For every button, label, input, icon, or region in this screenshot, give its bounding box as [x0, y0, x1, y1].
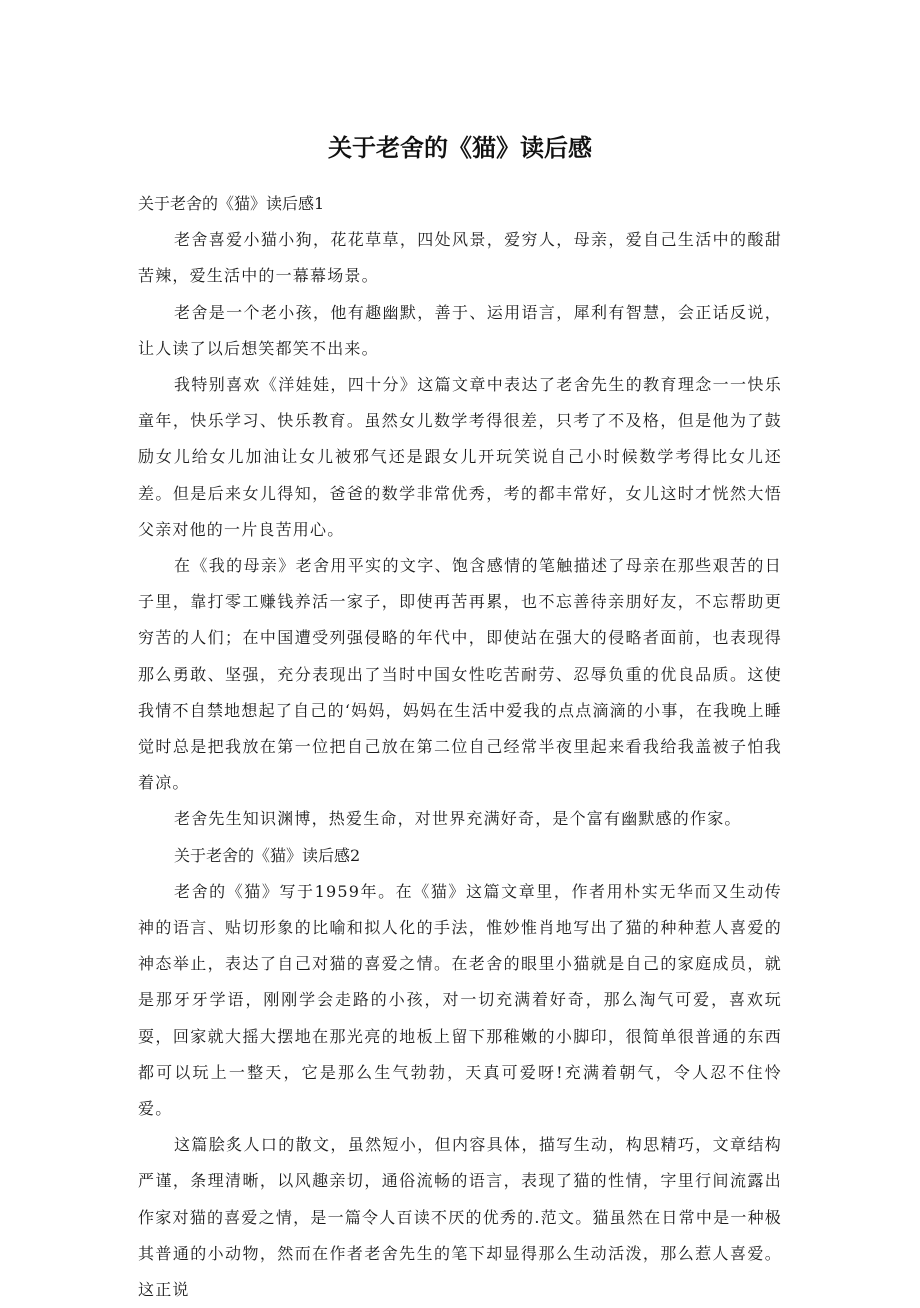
paragraph: 老舍喜爱小猫小狗，花花草草，四处风景，爱穷人，母亲，爱自己生活中的酸甜苦辣，爱生活中的一幕幕场景。: [138, 230, 782, 286]
paragraph: 我特别喜欢《洋娃娃，四十分》这篇文章中表达了老舍先生的教育理念一一快乐童年，快乐学习、快乐教育。虽然女儿数学考得很差，只考了不及格，但是他为了鼓励女儿给女儿加油让女儿被邪气还是跟女儿开玩笑说自己小时候数学考得比女儿还差。但是后来女儿得知，爸爸的数学非常优秀，考的都丰常好，女儿这时才恍然大悟父亲对他的一片良苦用心。: [138, 375, 782, 539]
paragraph: 这篇脍炙人口的散文，虽然短小，但内容具体，描写生动，构思精巧，文章结构严谨，条理清晰，以风趣亲切，通俗流畅的语言，表现了猫的性情，字里行间流露出作家对猫的喜爱之情，是一篇令人百读不厌的优秀的.范文。猫虽然在日常中是一种极其普通的小动物，然而在作者老舍先生的笔下却显得那么生动活泼，那么惹人喜爱。这正说: [138, 1135, 782, 1300]
paragraph: 老舍的《猫》写于1959年。在《猫》这篇文章里，作者用朴实无华而又生动传神的语言、贴切形象的比喻和拟人化的手法，惟妙惟肖地写出了猫的种种惹人喜爱的神态举止，表达了自己对猫的喜爱之情。在老舍的眼里小猫就是自己的家庭成员，就是那牙牙学语，刚刚学会走路的小孩，对一切充满着好奇，那么淘气可爱，喜欢玩耍，回家就大摇大摆地在那光亮的地板上留下那稚嫩的小脚印，很简单很普通的东西都可以玩上一整天，它是那么生气勃勃，天真可爱呀!充满着朝气，令人忍不住怜爱。: [138, 881, 782, 1119]
document-title: 关于老舍的《猫》读后感: [328, 134, 592, 162]
paragraph: 老舍先生知识渊博，热爱生命，对世界充满好奇，是个富有幽默感的作家。: [174, 809, 742, 829]
paragraph: 在《我的母亲》老舍用平实的文字、饱含感情的笔触描述了母亲在那些艰苦的日子里，靠打零工赚钱养活一家子，即使再苦再累，也不忘善待亲朋好友，不忘帮助更穷苦的人们；在中国遭受列强侵略的年代中，即使站在强大的侵略者面前，也表现得那么勇敢、坚强，充分表现出了当时中国女性吃苦耐劳、忍辱负重的优良品质。这使我情不自禁地想起了自己的‘妈妈，妈妈在生活中爱我的点点滴滴的小事，在我晚上睡觉时总是把我放在第一位把自己放在第二位自己经常半夜里起来看我给我盖被子怕我着凉。: [138, 556, 782, 793]
paragraph: 老舍是一个老小孩，他有趣幽默，善于、运用语言，犀利有智慧，会正话反说，让人读了以后想笑都笑不出来。: [138, 302, 782, 358]
section-heading-1: 关于老舍的《猫》读后感1: [138, 194, 325, 213]
section-heading-2: 关于老舍的《猫》读后感2: [174, 845, 361, 865]
